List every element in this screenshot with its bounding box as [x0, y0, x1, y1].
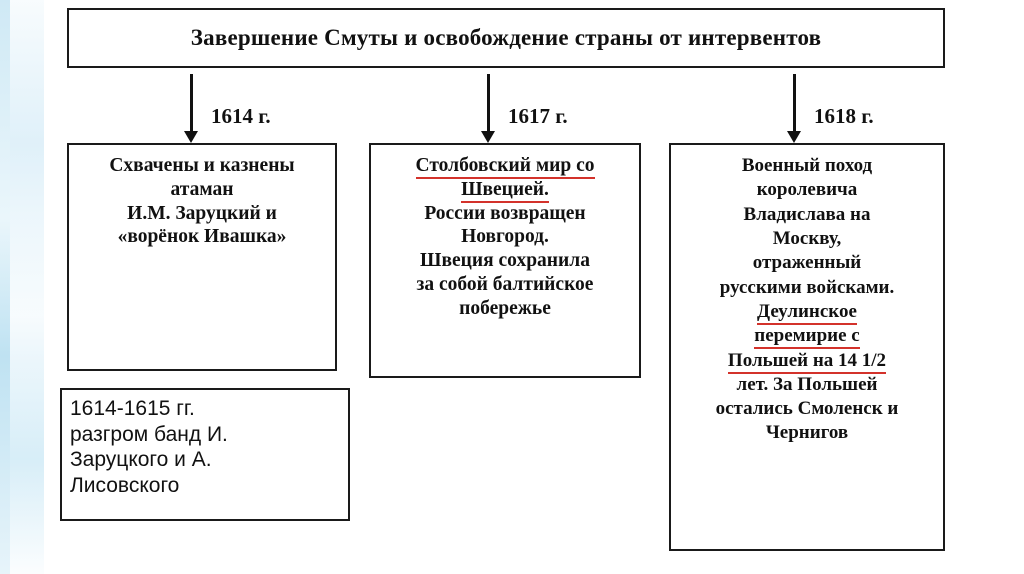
underlined-term: Польшей на 14 1/2	[728, 350, 886, 374]
arrow-head-icon	[787, 131, 801, 143]
annotation-note-box	[60, 388, 350, 521]
event-line: Швеция сохранила	[420, 250, 590, 272]
underlined-term: Деулинское	[757, 301, 857, 325]
event-line	[371, 178, 639, 202]
event-line: Чернигов	[765, 422, 849, 444]
note-line: Заруцкого и А.	[70, 448, 212, 472]
event-line: остались Смоленск и	[715, 398, 899, 420]
decorative-band-inner	[10, 0, 44, 574]
year-label-1617: 1617 г.	[508, 104, 568, 128]
arrow-to-1614	[190, 74, 193, 132]
event-line: Схвачены и казнены	[109, 155, 295, 176]
note-line: Лисовского	[70, 473, 180, 497]
event-line: Новгород.	[461, 226, 549, 248]
event-line: побережье	[459, 297, 551, 319]
event-line: лет. За Польшей	[736, 373, 878, 395]
arrow-head-icon	[481, 131, 495, 143]
event-line: атаман	[170, 178, 234, 200]
event-line: русскими войсками.	[719, 276, 895, 298]
event-line: королевича	[756, 179, 858, 201]
event-line: Военный поход	[741, 155, 873, 176]
decorative-left-band	[0, 0, 44, 574]
event-line	[371, 145, 639, 178]
diagram-title-box	[67, 8, 945, 68]
underlined-term: Столбовский мир со	[416, 155, 595, 179]
diagram-title-text: Завершение Смуты и освобождение страны от интервентов	[190, 25, 822, 50]
event-line: И.М. Заруцкий и	[127, 202, 277, 224]
note-line: разгром банд И.	[70, 422, 228, 446]
event-line: России возвращен	[424, 202, 586, 224]
underlined-term: Швецией.	[461, 179, 549, 203]
event-line: Владислава на	[743, 203, 871, 225]
diagram-sheet	[44, 0, 1024, 574]
event-line: за собой балтийское	[416, 273, 594, 295]
event-box-1618	[669, 143, 945, 551]
event-line	[671, 349, 943, 373]
event-line	[671, 324, 943, 348]
event-box-1614	[67, 143, 337, 371]
underlined-term: перемирие с	[754, 325, 859, 349]
arrow-head-icon	[184, 131, 198, 143]
note-line: 1614-1615 гг.	[70, 397, 195, 420]
arrow-to-1617	[487, 74, 490, 132]
event-line	[671, 300, 943, 324]
event-line: Москву,	[772, 227, 842, 249]
event-line: отраженный	[752, 252, 862, 274]
event-box-1617	[369, 143, 641, 378]
event-line: «ворёнок Ивашка»	[117, 226, 287, 248]
year-label-1614: 1614 г.	[211, 104, 271, 128]
arrow-to-1618	[793, 74, 796, 132]
year-label-1618: 1618 г.	[814, 104, 874, 128]
